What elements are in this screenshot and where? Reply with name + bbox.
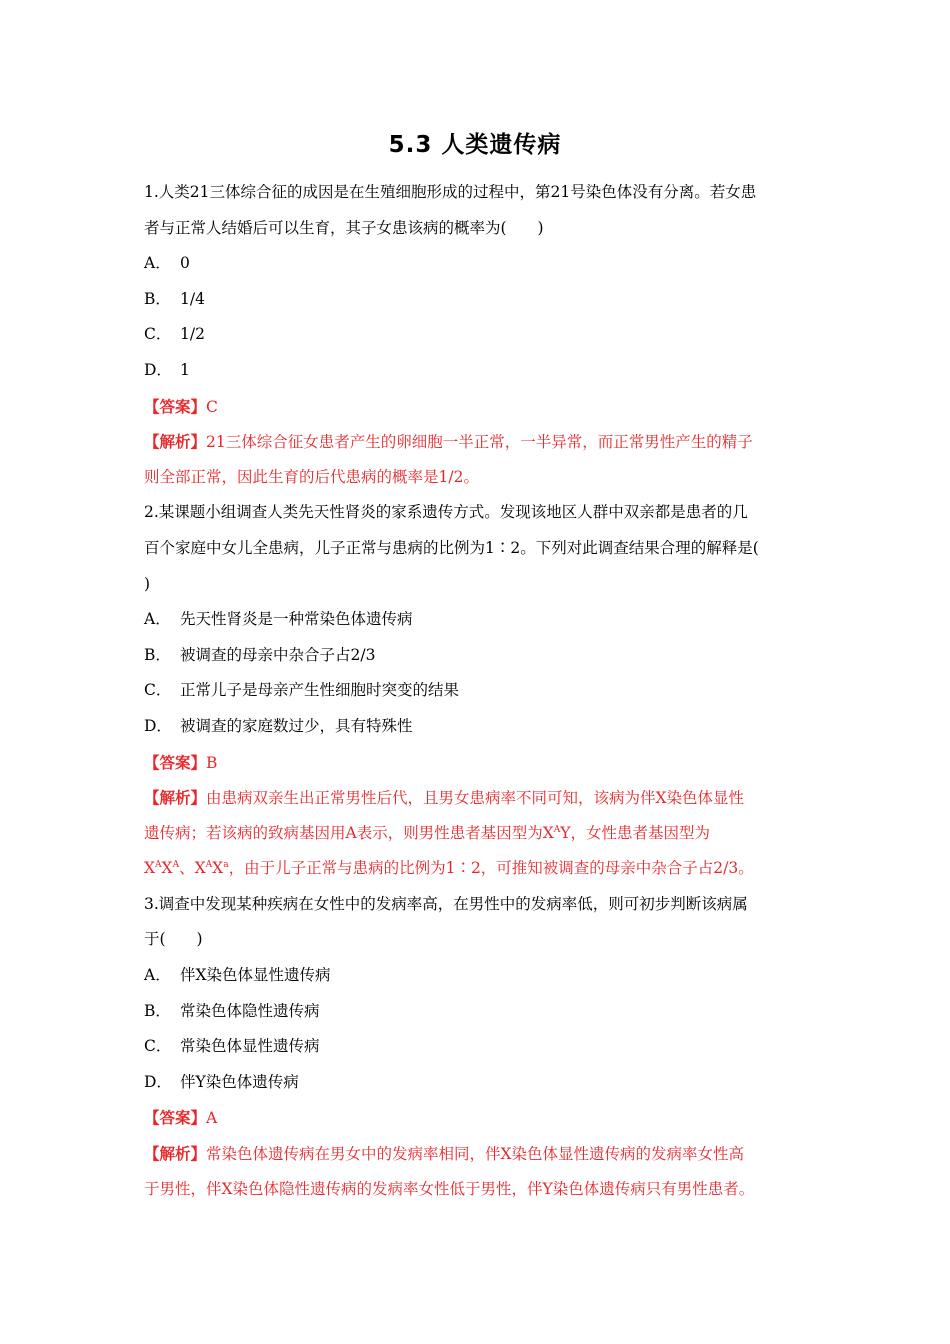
- option-label: B．: [144, 645, 171, 664]
- option-label: D．: [144, 1072, 172, 1091]
- genotype-x: X: [212, 859, 224, 878]
- q3-stem-line-2: 于( ): [144, 930, 203, 949]
- option-label: C．: [144, 1037, 172, 1056]
- answer-value: A: [206, 1109, 218, 1128]
- option-text: 1: [180, 360, 190, 379]
- q3-option-c: [144, 1029, 816, 1065]
- superscript: a: [223, 860, 229, 871]
- analysis-text: 21三体综合征女患者产生的卵细胞一半正常，一半异常，而正常男性产生的精子: [206, 433, 753, 452]
- q2-answer: [144, 745, 816, 781]
- q2-option-a: [144, 602, 816, 638]
- option-text: 常染色体显性遗传病: [180, 1037, 320, 1056]
- q1-option-b: [144, 282, 816, 318]
- option-text: 被调查的母亲中杂合子占2/3: [180, 645, 376, 664]
- answer-tag: 【答案】: [144, 1108, 207, 1128]
- q2-option-b: [144, 638, 816, 674]
- q3-analysis-line-1: [144, 1136, 816, 1172]
- q2-stem-line-1: 2.某课题小组调查人类先天性肾炎的家系遗传方式。发现该地区人群中双亲都是患者的几: [144, 503, 748, 522]
- genotype-x: X: [144, 859, 156, 878]
- q2-analysis-line-3: [144, 851, 816, 887]
- analysis-text: ，由于儿子正常与患病的比例为1∶2，可推知被调查的母亲中杂合子占2/3。: [228, 859, 754, 878]
- q3-option-a: [144, 958, 816, 994]
- q2-stem-line-3: ): [144, 574, 151, 593]
- answer-value: C: [206, 397, 218, 416]
- superscript: A: [205, 860, 213, 871]
- superscript: A: [553, 824, 561, 835]
- option-text: 0: [180, 254, 190, 273]
- q3-option-d: [144, 1065, 816, 1101]
- option-label: D．: [144, 360, 172, 379]
- q2-option-c: [144, 673, 816, 709]
- q1-analysis-line-1: [144, 424, 816, 460]
- option-label: B．: [144, 1001, 171, 1020]
- option-label: C．: [144, 325, 172, 344]
- option-label: A．: [144, 966, 171, 985]
- genotype-x: X: [194, 859, 206, 878]
- option-text: 被调查的家庭数过少，具有特殊性: [180, 716, 413, 735]
- answer-tag: 【答案】: [144, 396, 207, 416]
- option-text: 正常儿子是母亲产生性细胞时突变的结果: [180, 681, 460, 700]
- option-text: 伴Y染色体遗传病: [180, 1072, 299, 1091]
- page-title: 5.3 人类遗传病: [388, 132, 562, 158]
- q3-analysis-line-2: 于男性，伴X染色体隐性遗传病的发病率女性低于男性，伴Y染色体遗传病只有男性患者。: [144, 1179, 755, 1198]
- option-text: 先天性肾炎是一种常染色体遗传病: [180, 610, 413, 629]
- q2-stem-line-2: 百个家庭中女儿全患病，儿子正常与患病的比例为1∶2。下列对此调查结果合理的解释是(: [144, 538, 759, 557]
- q1-stem-line-2: 者与正常人结婚后可以生育，其子女患该病的概率为( ): [144, 218, 544, 237]
- q1-option-d: [144, 353, 816, 389]
- separator: 、: [179, 859, 195, 878]
- q2-option-d: [144, 709, 816, 745]
- analysis-tag: 【解析】: [144, 788, 207, 808]
- document-content: [144, 175, 816, 1207]
- analysis-text: Y，女性患者基因型为: [560, 823, 710, 842]
- superscript: A: [155, 860, 162, 871]
- option-label: B．: [144, 289, 171, 308]
- q1-option-c: [144, 317, 816, 353]
- answer-value: B: [206, 753, 218, 772]
- option-label: C．: [144, 681, 172, 700]
- option-text: 常染色体隐性遗传病: [180, 1001, 320, 1020]
- q1-analysis-line-2: 则全部正常，因此生育的后代患病的概率是1/2。: [144, 467, 479, 486]
- option-text: 伴X染色体显性遗传病: [180, 966, 331, 985]
- q3-answer: [144, 1100, 816, 1136]
- q3-option-b: [144, 994, 816, 1030]
- q2-analysis-line-2: [144, 816, 816, 852]
- q3-stem-line-1: 3.调查中发现某种疾病在女性中的发病率高，在男性中的发病率低，则可初步判断该病属: [144, 894, 748, 913]
- option-label: D．: [144, 716, 172, 735]
- q1-answer: [144, 389, 816, 425]
- analysis-tag: 【解析】: [144, 432, 207, 452]
- option-text: 1/2: [180, 325, 205, 344]
- option-text: 1/4: [180, 289, 205, 308]
- analysis-text: 遗传病；若该病的致病基因用A表示，则男性患者基因型为X: [144, 823, 554, 842]
- option-label: A．: [144, 610, 171, 629]
- superscript: A: [172, 860, 180, 871]
- analysis-tag: 【解析】: [144, 1144, 207, 1164]
- genotype-x: X: [161, 859, 173, 878]
- analysis-text: 由患病双亲生出正常男性后代，且男女患病率不同可知，该病为伴X染色体显性: [206, 789, 745, 808]
- q1-stem-line-1: 1.人类21三体综合征的成因是在生殖细胞形成的过程中，第21号染色体没有分离。若女患: [144, 183, 757, 201]
- q2-analysis-line-1: [144, 780, 816, 816]
- option-label: A．: [144, 254, 171, 273]
- analysis-text: 常染色体遗传病在男女中的发病率相同，伴X染色体显性遗传病的发病率女性高: [206, 1145, 745, 1164]
- q1-option-a: [144, 246, 816, 282]
- answer-tag: 【答案】: [144, 752, 207, 772]
